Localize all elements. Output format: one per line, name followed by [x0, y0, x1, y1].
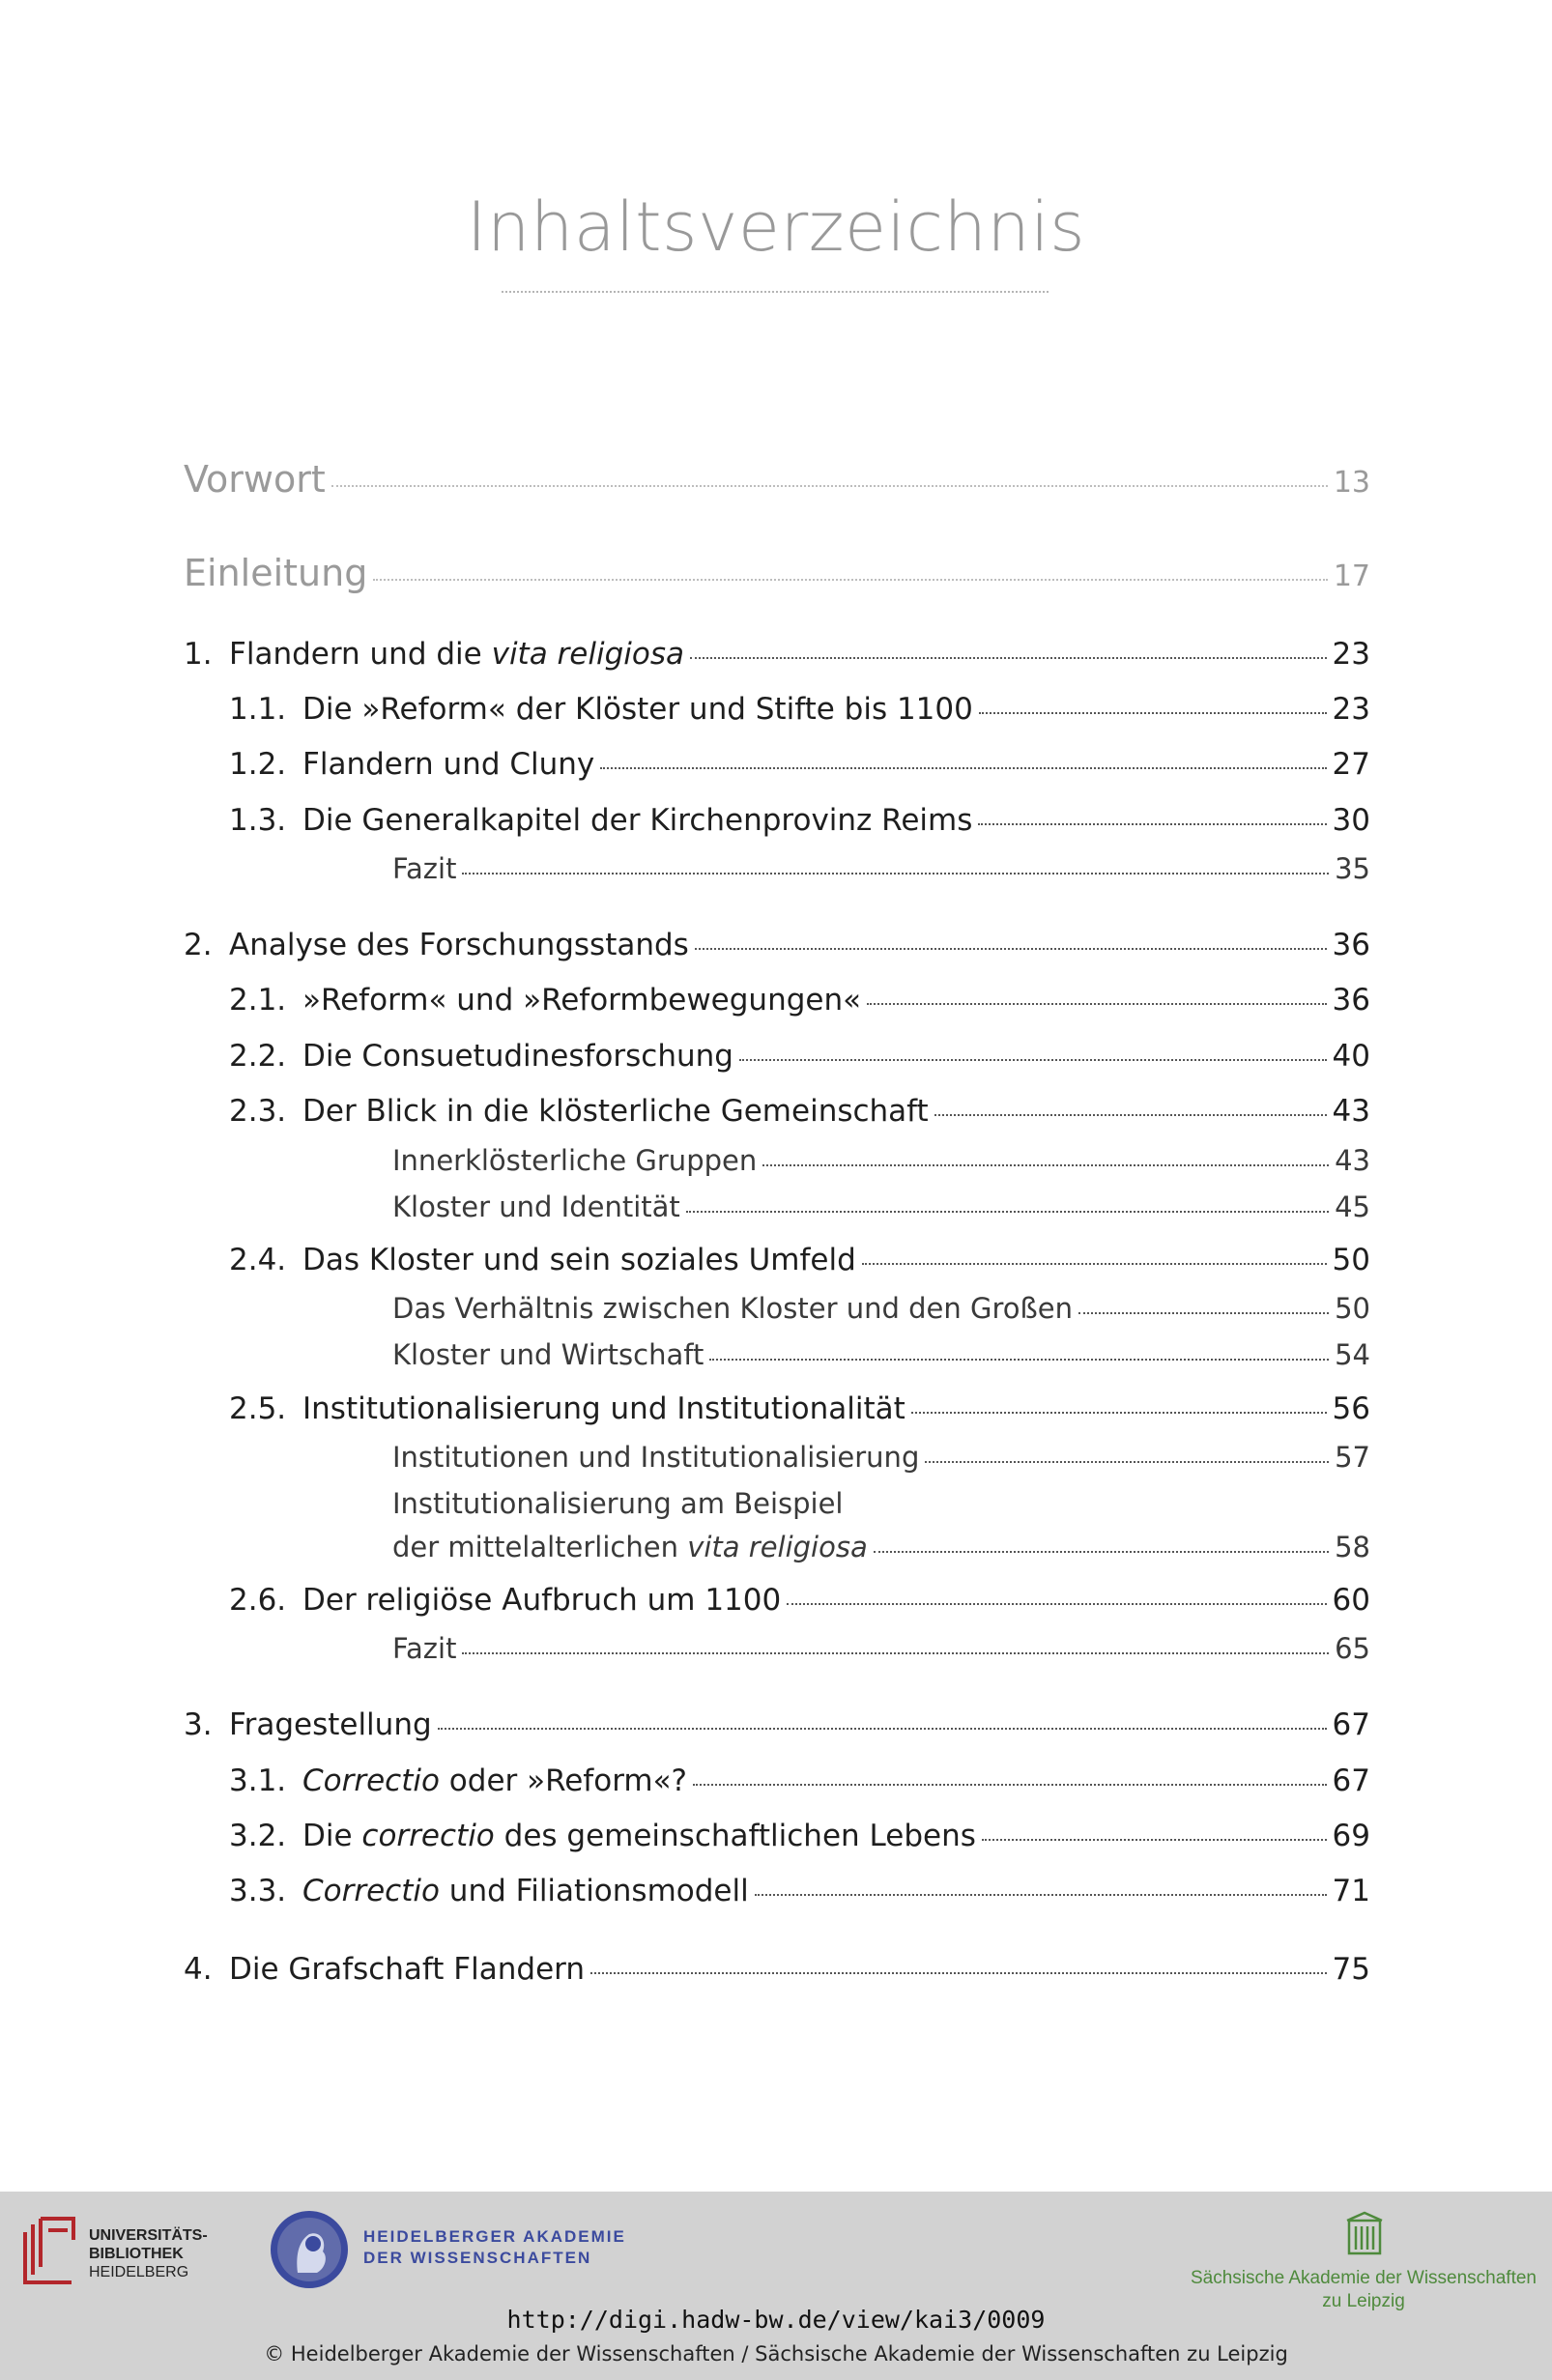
had-seal-icon [269, 2209, 350, 2290]
toc-entry-2-2[interactable] [184, 1039, 1370, 1074]
toc-number: 2.1. [229, 983, 287, 1018]
toc-page: 40 [1332, 1039, 1370, 1074]
toc-label: Innerklösterliche Gruppen [392, 1144, 758, 1177]
footer-bar [0, 2192, 1552, 2380]
toc-number: 4. [184, 1952, 213, 1987]
toc-page: 50 [1332, 1243, 1370, 1277]
toc-leader [978, 823, 1326, 825]
toc-page: 13 [1333, 466, 1370, 500]
toc-leader [739, 1059, 1327, 1061]
toc-label: Analyse des Forschungsstands [229, 928, 689, 962]
toc-leader [331, 485, 1328, 487]
copyright-notice: © Heidelberger Akademie der Wissenschaften / Sächsische Akademie der Wissenschaften zu Leipzig [264, 2342, 1288, 2366]
toc-page: 36 [1332, 983, 1370, 1018]
toc-entry-vorwort[interactable] [184, 458, 1370, 501]
toc-page: 45 [1335, 1190, 1370, 1223]
toc-page: 58 [1335, 1531, 1370, 1563]
toc-leader [1078, 1312, 1329, 1314]
toc-entry-2-3-a[interactable] [184, 1144, 1370, 1177]
toc-leader [925, 1461, 1329, 1463]
toc-entry-chapter-4[interactable] [184, 1952, 1370, 1987]
toc-entry-2-3[interactable] [184, 1094, 1370, 1129]
toc-entry-2-4-b[interactable] [184, 1338, 1370, 1371]
toc-entry-3-1[interactable] [184, 1763, 1370, 1798]
toc-label: Kloster und Wirtschaft [392, 1338, 704, 1371]
toc-entry-chapter-2[interactable] [184, 928, 1370, 962]
toc-entry-2-fazit[interactable] [184, 1632, 1370, 1665]
toc-number: 2.5. [229, 1391, 287, 1426]
toc-entry-1-fazit[interactable] [184, 852, 1370, 885]
toc-label: Institutionen und Institutionalisierung [392, 1441, 920, 1474]
toc-page: 43 [1332, 1094, 1370, 1129]
toc-label: Correctio und Filiationsmodell [302, 1874, 749, 1908]
toc-leader [462, 873, 1329, 875]
toc-page: 75 [1332, 1952, 1370, 1987]
toc-page: 50 [1335, 1292, 1370, 1325]
toc-number: 1.2. [229, 747, 287, 782]
toc-label: Der Blick in die klösterliche Gemeinschaft [302, 1094, 929, 1129]
toc-leader [590, 1972, 1327, 1974]
toc-label: »Reform« und »Reformbewegungen« [302, 983, 862, 1018]
toc-label: Vorwort [184, 458, 326, 501]
toc-page: 36 [1332, 928, 1370, 962]
toc-page: 35 [1335, 852, 1370, 885]
toc-entry-2-5-a[interactable] [184, 1441, 1370, 1474]
toc-number: 2.2. [229, 1039, 287, 1074]
toc-leader [867, 1003, 1326, 1005]
toc-label: Das Kloster und sein soziales Umfeld [302, 1243, 856, 1277]
toc-number: 1.3. [229, 803, 287, 838]
toc-label: Correctio oder »Reform«? [302, 1763, 688, 1798]
toc-label: Flandern und Cluny [302, 747, 595, 782]
toc-page: 67 [1332, 1763, 1370, 1798]
toc-leader [862, 1263, 1327, 1265]
toc-label: Der religiöse Aufbruch um 1100 [302, 1583, 782, 1618]
toc-leader [462, 1652, 1329, 1654]
toc-page: 71 [1332, 1874, 1370, 1908]
toc-leader [686, 1211, 1329, 1213]
toc-entry-1-1[interactable] [184, 692, 1370, 727]
toc-entry-einleitung[interactable] [184, 552, 1370, 594]
toc-label: Die Consuetudinesforschung [302, 1039, 733, 1074]
toc-page: 43 [1335, 1144, 1370, 1177]
toc-number: 3. [184, 1707, 213, 1742]
toc-leader [690, 657, 1327, 659]
toc-leader [787, 1603, 1326, 1605]
toc-label: Die Grafschaft Flandern [229, 1952, 585, 1987]
toc-number: 3.1. [229, 1763, 287, 1798]
toc-page: 17 [1333, 559, 1370, 593]
toc-entry-chapter-3[interactable] [184, 1707, 1370, 1742]
toc-page: 57 [1335, 1441, 1370, 1474]
toc-entry-1-3[interactable] [184, 803, 1370, 838]
toc-page: 54 [1335, 1338, 1370, 1371]
toc-number: 2. [184, 928, 213, 962]
toc-page: 23 [1332, 692, 1370, 727]
toc-entry-2-5[interactable] [184, 1391, 1370, 1426]
toc-leader [373, 579, 1327, 581]
toc-entry-chapter-1[interactable] [184, 637, 1370, 672]
toc-label: Kloster und Identität [392, 1190, 680, 1223]
toc-entry-2-5-b[interactable] [184, 1531, 1370, 1563]
toc-page: 67 [1332, 1707, 1370, 1742]
toc-label: Einleitung [184, 552, 368, 594]
toc-leader [911, 1412, 1327, 1414]
toc-label: Fazit [392, 852, 457, 885]
toc-number: 1. [184, 637, 213, 672]
toc-entry-2-3-b[interactable] [184, 1190, 1370, 1223]
had-logo-text: HEIDELBERGER AKADEMIE DER WISSENSCHAFTEN [363, 2227, 626, 2267]
toc-page: 27 [1332, 747, 1370, 782]
toc-leader [709, 1359, 1329, 1361]
toc-label: Fragestellung [229, 1707, 432, 1742]
toc-number: 3.3. [229, 1874, 287, 1908]
toc-label: Die correctio des gemeinschaftlichen Lebens [302, 1819, 976, 1853]
toc-page: 69 [1332, 1819, 1370, 1853]
toc-leader [979, 712, 1327, 714]
toc-leader [755, 1894, 1327, 1896]
toc-label: Institutionalisierung und Institutionalität [302, 1391, 905, 1426]
ub-logo-icon [15, 2211, 79, 2288]
toc-label: der mittelalterlichen vita religiosa [392, 1531, 868, 1563]
toc-entry-2-6[interactable] [184, 1583, 1370, 1618]
source-url-link[interactable]: http://digi.hadw-bw.de/view/kai3/0009 [506, 2306, 1046, 2334]
toc-leader [693, 1784, 1327, 1786]
toc-label: Die »Reform« der Klöster und Stifte bis 1100 [302, 692, 973, 727]
toc-leader [695, 948, 1327, 950]
toc-leader [600, 767, 1326, 769]
toc-leader [874, 1551, 1329, 1553]
toc-leader [762, 1164, 1329, 1166]
toc-entry-2-4[interactable] [184, 1243, 1370, 1277]
toc-number: 2.3. [229, 1094, 287, 1129]
toc-number: 1.1. [229, 692, 287, 727]
toc-label: Die Generalkapitel der Kirchenprovinz Reims [302, 803, 973, 838]
toc-page: 65 [1335, 1632, 1370, 1665]
toc-label-line1: Institutionalisierung am Beispiel [392, 1487, 844, 1520]
toc-page: 23 [1332, 637, 1370, 672]
saw-logo-text: Sächsische Akademie der Wissenschaften zu Leipzig [1190, 2268, 1537, 2311]
saw-building-icon [1345, 2211, 1384, 2255]
toc-entry-1-2[interactable] [184, 747, 1370, 782]
toc-number: 2.6. [229, 1583, 287, 1618]
ub-logo-text: UNIVERSITÄTS- BIBLIOTHEK HEIDELBERG [89, 2227, 208, 2280]
toc-entry-2-4-a[interactable] [184, 1292, 1370, 1325]
title-dotted-rule [502, 291, 1049, 293]
page-title: Inhaltsverzeichnis [466, 187, 1086, 267]
toc-entry-2-1[interactable] [184, 983, 1370, 1018]
toc-entry-3-2[interactable] [184, 1819, 1370, 1853]
toc-page: 30 [1332, 803, 1370, 838]
toc-label: Das Verhältnis zwischen Kloster und den Großen [392, 1292, 1073, 1325]
toc-leader [982, 1839, 1327, 1841]
toc-page: 60 [1332, 1583, 1370, 1618]
toc-entry-3-3[interactable] [184, 1874, 1370, 1908]
toc-label: Flandern und die vita religiosa [229, 637, 685, 672]
toc-leader [438, 1728, 1327, 1730]
toc-leader [934, 1114, 1327, 1116]
toc-label: Fazit [392, 1632, 457, 1665]
toc-page: 56 [1332, 1391, 1370, 1426]
toc-number: 3.2. [229, 1819, 287, 1853]
toc-number: 2.4. [229, 1243, 287, 1277]
